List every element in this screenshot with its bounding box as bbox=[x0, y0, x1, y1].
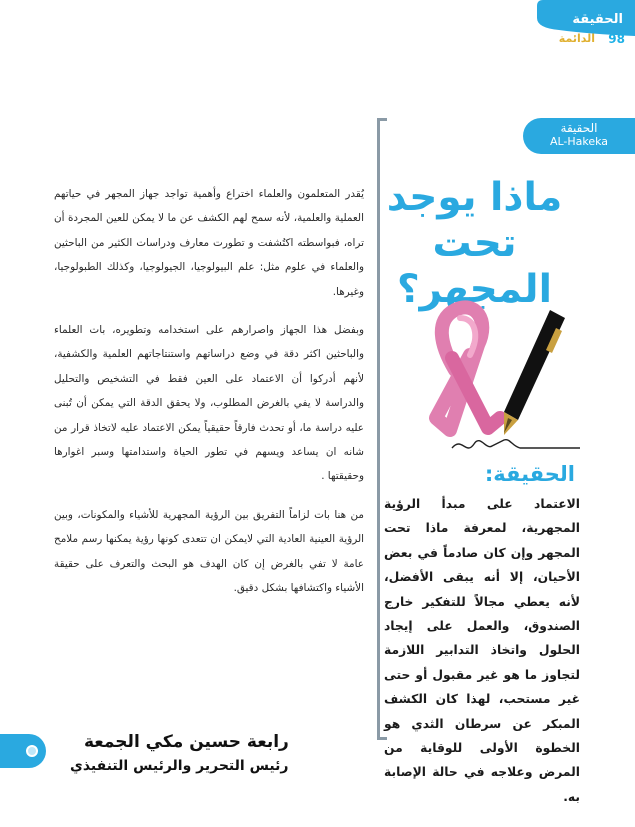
headline-line-2: تحت bbox=[432, 221, 517, 266]
truth-body: الاعتماد على مبدأ الرؤية المجهرية، لمعرفة ماذا تحت المجهر وإن كان صادماً في بعض الأحيان، إلا أنه يبقى الأفضل، لأنه يعطي مجالاً للتفكير خارج الصندوق، والعمل على إيجاد الحلول واتخاذ التدابير اللازمة لتجاوز ما هو غير مقبول أو حتى غير مستحب، لهذا كان الكشف المبكر عن سرطان الثدي هو الخطوة الأولى للوقاية من المرض وعلاجه في حالة الإصابة به. bbox=[384, 497, 580, 804]
article-paragraph: من هنا بات لزاماً التفريق بين الرؤية المجهرية للأشياء والمكونات، وبين الرؤية العينية العادية التي لايمكن ان تتعدى كونها رؤية يمكنها رسم ملامح عامة لا تفي بالغرض إن كان الهدف هو البحث والتعرف على حقيقة الأشياء واكتشافها بشكل دقيق. bbox=[54, 508, 364, 595]
headline-line-1: ماذا يوجد bbox=[386, 175, 563, 220]
illustration bbox=[400, 300, 600, 460]
pink-ribbon-icon bbox=[436, 307, 500, 430]
article-paragraph: وبفضل هذا الجهاز واصرارهم على استخدامه وتطويره، بات العلماء والباحثين اكثر دقة في وضع دراساتهم واستنتاجاتهم العلمية والكشفية، لأنهم أدركوا أن الاعتماد على العين فقط في التشخيص والتحليل والدراسة لا يفي بالغرض المطلوب، ولا يحقق الدقة التي يمكن أن تُبنى عليه دراسة ما، أو تحدث فارقاً حقيقياً يمكن الاعتماد عليه لاتخاذ قرار من شانه ان يساعد ويسهم في تطور الحياة واستدامتها وسبر اغوارها وحقيقتها . bbox=[54, 324, 364, 483]
masthead bbox=[529, 0, 635, 52]
page-number: 98 bbox=[608, 32, 625, 46]
page-corner-dot bbox=[26, 745, 38, 757]
fountain-pen-icon bbox=[504, 310, 565, 435]
column-divider bbox=[377, 118, 380, 740]
masthead-subtitle: الدائمة bbox=[558, 32, 595, 45]
page-corner-tab bbox=[0, 734, 46, 768]
truth-heading: الحقيقة: bbox=[484, 462, 575, 486]
section-tag bbox=[523, 118, 635, 154]
headline bbox=[382, 175, 567, 313]
article-body bbox=[54, 182, 364, 615]
author-role: رئيس التحرير والرئيس التنفيذي bbox=[70, 758, 289, 774]
article-paragraph: يُقدر المتعلمون والعلماء اختراع وأهمية تواجد جهاز المجهر في حياتهم العملية والعلمية، لأنه سمح لهم الكشف عن ما لا يمكن للعين المجردة أن تراه، فبواسطته اكتُشفت و تطورت معارف ودراسات الكثير من الباحثين والعلماء في علوم مثل: علم البيولوجيا، الجيولوجيا، وكذلك الطبولوجيا، وغيرها. bbox=[54, 188, 364, 298]
section-tag-english: AL-Hakeka bbox=[549, 135, 609, 148]
headline-line-3: المجهر؟ bbox=[397, 267, 552, 312]
section-tag-arabic: الحقيقة bbox=[560, 121, 598, 135]
author-name: رابعة حسين مكي الجمعة bbox=[84, 732, 289, 752]
column-divider-top bbox=[377, 118, 387, 121]
pen-scribble bbox=[452, 440, 580, 448]
masthead-title: الحقيقة bbox=[572, 12, 623, 27]
